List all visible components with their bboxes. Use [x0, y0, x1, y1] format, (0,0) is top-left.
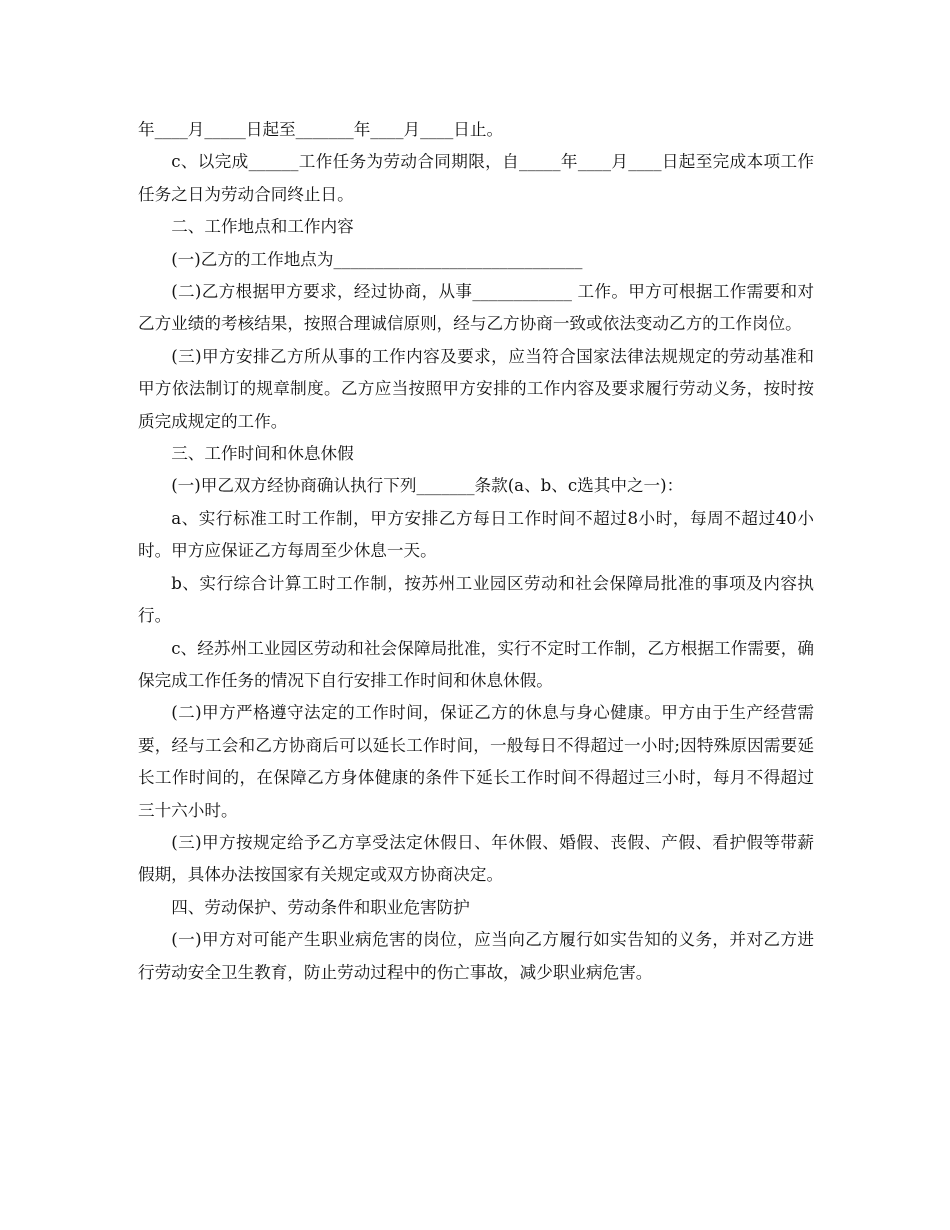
- contract-paragraph: (三)甲方按规定给予乙方享受法定休假日、年休假、婚假、丧假、产假、看护假等带薪假期，具体办法按国家有关规定或双方协商决定。: [138, 832, 814, 885]
- contract-paragraph: a、实行标准工时工作制，甲方安排乙方每日工作时间不超过8小时，每周不超过40小时。甲方应保证乙方每周至少休息一天。: [138, 508, 814, 561]
- contract-paragraph: 年____月_____日起至_______年____月____日止。: [138, 120, 504, 139]
- contract-paragraph: c、经苏州工业园区劳动和社会保障局批准，实行不定时工作制，乙方根据工作需要，确保完成工作任务的情况下自行安排工作时间和休息休假。: [138, 638, 814, 690]
- contract-paragraph: (二)乙方根据甲方要求，经过协商，从事____________ 工作。甲方可根据工作需要和对乙方业绩的考核结果，按照合理诚信原则，经与乙方协商一致或依法变动乙方的工作岗位。: [138, 282, 814, 334]
- contract-paragraph: (一)甲乙双方经协商确认执行下列_______条款(a、b、c选其中之一)：: [171, 476, 684, 496]
- section-heading: 三、工作时间和休息休假: [171, 444, 354, 464]
- contract-paragraph: b、实行综合计算工时工作制，按苏州工业园区劳动和社会保障局批准的事项及内容执行。: [138, 573, 814, 626]
- contract-paragraph: (三)甲方安排乙方所从事的工作内容及要求，应当符合国家法律法规规定的劳动基准和甲方依法制订的规章制度。乙方应当按照甲方安排的工作内容及要求履行劳动义务，按时按质完成规定的工作。: [138, 346, 814, 431]
- contract-paragraph: (二)甲方严格遵守法定的工作时间，保证乙方的休息与身心健康。甲方由于生产经营需要，经与工会和乙方协商后可以延长工作时间，一般每日不得超过一小时;因特殊原因需要延长工作时间的，在保障乙方身体健康的条件下延长工作时间不得超过三小时，每月不得超过三十六小时。: [138, 703, 814, 820]
- contract-paragraph: (一)乙方的工作地点为______________________________: [171, 249, 583, 269]
- contract-paragraph: c、以完成______工作任务为劳动合同期限，自_____年____月____日起至完成本项工作任务之日为劳动合同终止日。: [138, 152, 814, 204]
- section-heading: 四、劳动保护、劳动条件和职业危害防护: [171, 897, 470, 917]
- contract-paragraph: (一)甲方对可能产生职业病危害的岗位，应当向乙方履行如实告知的义务，并对乙方进行劳动安全卫生教育，防止劳动过程中的伤亡事故，减少职业病危害。: [138, 930, 814, 982]
- document-body: [138, 114, 814, 989]
- section-heading: 二、工作地点和工作内容: [171, 217, 354, 237]
